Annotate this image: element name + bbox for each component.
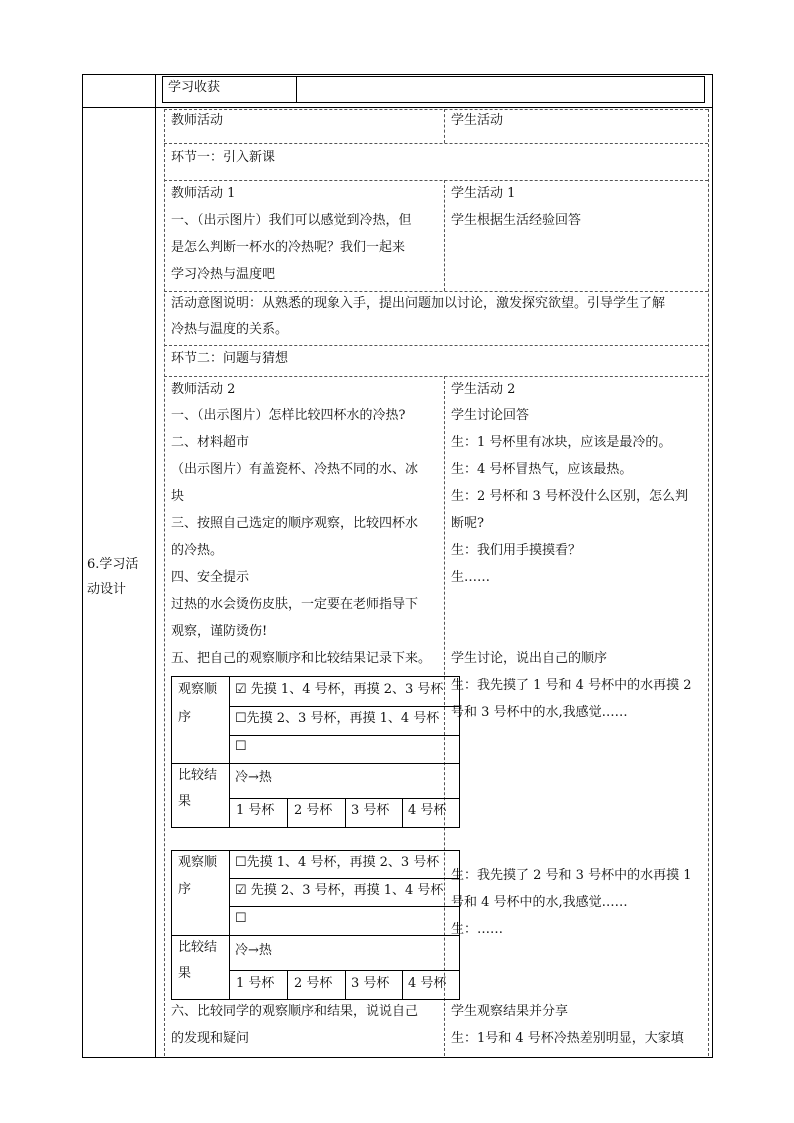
table-b-row-line <box>229 878 460 879</box>
table-a-cup: 1 号杯 <box>236 803 275 818</box>
block2-teacher-line: 二、材料超市 <box>171 435 250 450</box>
row-line-top <box>164 109 708 110</box>
block2-teacher-line: 三、按照自己选定的顺序观察，比较四杯水 <box>171 516 419 531</box>
table-a-label-col <box>229 676 230 828</box>
block2-teacher-line: 的冷热。 <box>171 543 224 558</box>
table-a-row-line <box>229 706 460 707</box>
table-b-result-label: 比较结 <box>178 940 218 955</box>
block3-student-line: 生：1号和 4 号杯冷热差别明显，大家填 <box>451 1031 684 1046</box>
block2-student-line: 学生讨论回答 <box>451 408 530 423</box>
block2-student-c-line: 号和 4 号杯中的水,我感觉…… <box>451 895 628 910</box>
table-a-order-label: 序 <box>178 710 192 725</box>
table-b-order-label: 序 <box>178 882 192 897</box>
table-b-cup: 4 号杯 <box>408 976 447 991</box>
block3-teacher-line: 的发现和疑问 <box>171 1031 250 1046</box>
block2-teacher-line: 块 <box>171 489 185 504</box>
col-divider-header <box>444 109 445 143</box>
row-line-intent <box>164 345 708 346</box>
table-a-option-unchecked[interactable]: ☐先摸 2、3 号杯，再摸 1、4 号杯 <box>235 711 440 726</box>
outer-row-divider <box>82 107 713 108</box>
row-line-stage2 <box>164 376 708 377</box>
table-b-cup: 2 号杯 <box>294 976 333 991</box>
stage1-title: 环节一：引入新课 <box>171 150 276 165</box>
row-line-stage1 <box>164 180 708 181</box>
block2-teacher-line: 教师活动 2 <box>171 382 236 397</box>
table-a-cup: 2 号杯 <box>294 803 333 818</box>
block2-teacher-line: 五、把自己的观察顺序和比较结果记录下来。 <box>171 651 432 666</box>
row-line-block1 <box>164 291 708 292</box>
table-b-option-unchecked[interactable]: ☐先摸 1、4 号杯，再摸 2、3 号杯 <box>235 855 440 870</box>
block2-student-line: 生：4 号杯冒热气，应该最热。 <box>451 462 633 477</box>
learning-gains-label: 学习收获 <box>168 80 221 95</box>
block2-student-c-line: 生：…… <box>451 922 504 937</box>
block1-teacher-line: 教师活动 1 <box>171 186 236 201</box>
table-a-cup: 3 号杯 <box>351 803 390 818</box>
table-a-order-label: 观察顺 <box>178 682 218 697</box>
col-divider-block1 <box>444 180 445 291</box>
learning-gains-frame <box>162 76 705 103</box>
table-b-cup-divider <box>287 970 288 1000</box>
table-a-result-label: 果 <box>178 794 192 809</box>
block2-student-line: 生：1 号杯里有冰块，应该是最冷的。 <box>451 435 672 450</box>
table-a-cup-divider <box>287 798 288 828</box>
table-b-option-checked[interactable]: ☑ 先摸 2、3 号杯，再摸 1、4 号杯 <box>235 883 444 898</box>
table-a-result-label: 比较结 <box>178 768 218 783</box>
student-activity-header: 学生活动 <box>451 113 504 128</box>
table-b-row-line <box>229 906 460 907</box>
row-line-header <box>164 143 708 144</box>
table-a-option-blank-checkbox[interactable]: ☐ <box>235 739 247 754</box>
table-a-cup-divider <box>402 798 403 828</box>
table-b-order-label: 观察顺 <box>178 855 218 870</box>
block2-student-line: 生：2 号杯和 3 号杯没什么区别，怎么判 <box>451 489 688 504</box>
table-a-cup: 4 号杯 <box>408 803 447 818</box>
table-a-cup-divider <box>345 798 346 828</box>
block2-student-b-line: 生：我先摸了 1 号和 4 号杯中的水再摸 2 <box>451 678 692 693</box>
block2-student-line: 生…… <box>451 570 491 585</box>
intent-line: 活动意图说明：从熟悉的现象入手，提出问题加以讨论，激发探究欲望。引导学生了解 <box>171 296 666 311</box>
block2-teacher-line: 过热的水会烫伤皮肤，一定要在老师指导下 <box>171 597 419 612</box>
block1-teacher-line: 一、（出示图片）我们可以感觉到冷热，但 <box>171 213 412 228</box>
block3-student-line: 学生观察结果并分享 <box>451 1004 569 1019</box>
intent-line: 冷热与温度的关系。 <box>171 322 289 337</box>
table-b-direction: 冷→热 <box>235 943 272 958</box>
block2-student-b-line: 号和 3 号杯中的水,我感觉…… <box>451 705 628 720</box>
learning-gains-divider <box>296 76 297 103</box>
block1-student-line: 学生活动 1 <box>451 186 516 201</box>
table-b-label-col <box>229 850 230 1000</box>
table-a-option-checked[interactable]: ☑ 先摸 1、4 号杯，再摸 2、3 号杯 <box>235 682 444 697</box>
table-b-cup-divider <box>345 970 346 1000</box>
block1-teacher-line: 学习冷热与温度吧 <box>171 267 276 282</box>
teacher-activity-header: 教师活动 <box>171 113 224 128</box>
section-label-line1: 6.学习活 <box>87 557 139 572</box>
block1-teacher-line: 是怎么判断一杯水的冷热呢？我们一起来 <box>171 240 406 255</box>
block2-teacher-line: 观察，谨防烫伤! <box>171 624 268 639</box>
block2-student-c-line: 生：我先摸了 2 号和 3 号杯中的水再摸 1 <box>451 868 692 883</box>
inner-right-border <box>708 109 709 1056</box>
table-b-section-line <box>171 935 460 936</box>
stage2-title: 环节二：问题与猜想 <box>171 351 289 366</box>
inner-left-border <box>164 109 165 1056</box>
table-b-cup-divider <box>402 970 403 1000</box>
table-a-section-line <box>171 763 460 764</box>
table-a-direction: 冷→热 <box>235 770 272 785</box>
section-label-line2: 动设计 <box>87 582 127 597</box>
table-b-cup: 3 号杯 <box>351 976 390 991</box>
block2-teacher-line: 四、安全提示 <box>171 570 250 585</box>
block1-student-line: 学生根据生活经验回答 <box>451 213 582 228</box>
block2-student-b-line: 学生讨论，说出自己的顺序 <box>451 651 608 666</box>
block2-student-line: 断呢? <box>451 516 484 531</box>
table-a-row-line <box>229 735 460 736</box>
block2-student-line: 学生活动 2 <box>451 382 516 397</box>
block2-student-line: 生：我们用手摸摸看？ <box>451 543 582 558</box>
block3-teacher-line: 六、比较同学的观察顺序和结果，说说自己 <box>171 1004 419 1019</box>
block2-teacher-line: 一、（出示图片）怎样比较四杯水的冷热? <box>171 408 406 423</box>
table-b-result-label: 果 <box>178 966 192 981</box>
table-b-cup: 1 号杯 <box>236 976 275 991</box>
outer-column-divider <box>155 74 156 1058</box>
block2-teacher-line: （出示图片）有盖瓷杯、冷热不同的水、冰 <box>171 462 419 477</box>
table-b-option-blank-checkbox[interactable]: ☐ <box>235 911 247 926</box>
